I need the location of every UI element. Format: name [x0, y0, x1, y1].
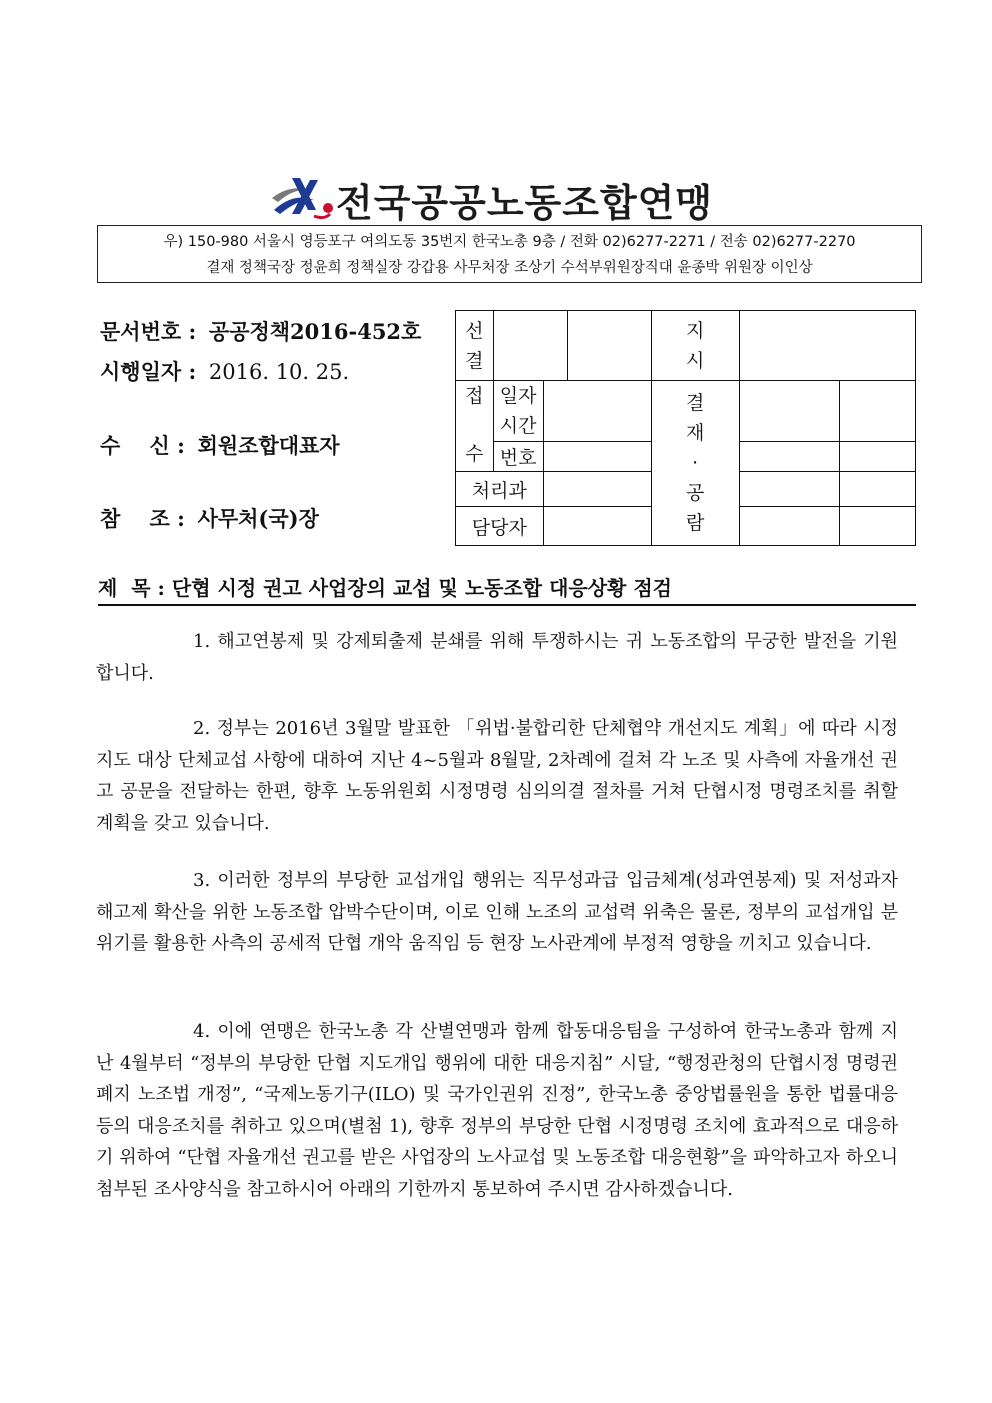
doc-number-label: 문서번호 : [100, 319, 197, 344]
recipient-label: 수 신 : [100, 433, 185, 458]
cell-blank [839, 472, 915, 507]
issue-date [100, 356, 349, 386]
cell-ilja-sigan: 일자 시간 [493, 381, 543, 442]
cell-seongyeol: 선 결 [456, 311, 494, 381]
cell-jeopsu: 접 수 [456, 381, 494, 472]
doc-number-value: 공공정책2016-452호 [208, 319, 422, 344]
cell-blank [543, 442, 651, 472]
cell-blank [839, 507, 915, 546]
subject-line [98, 572, 916, 606]
cell-gyeoljae-gongram: 결 재 · 공 람 [651, 381, 739, 546]
paragraph-3: 3. 이러한 정부의 부당한 교섭개입 행위는 직무성과급 입금체계(성과연봉제) 및 저성과자 해고제 확산을 위한 노동조합 압박수단이며, 이로 인해 노조의 교섭력 위축은 물론, 정부의 교섭개입 분위기를 활용한 사측의 공세적 단협 개악 움직임 등 현장 노사관계에 부정적 영향을 끼치고 있습니다. [96, 870, 898, 954]
cell-blank [839, 442, 915, 472]
paragraph-1: 1. 해고연봉제 및 강제퇴출제 분쇄를 위해 투쟁하시는 귀 노동조합의 무궁한 발전을 기원합니다. [96, 631, 898, 684]
cell-blank [739, 381, 839, 442]
union-emblem-icon [270, 170, 334, 226]
cell-blank [543, 507, 651, 546]
cell-blank [493, 311, 567, 381]
issue-date-value: 2016. 10. 25. [208, 360, 350, 384]
cell-blank [543, 472, 651, 507]
cell-blank [739, 507, 839, 546]
org-logo [270, 170, 740, 226]
paragraph-2: 2. 정부는 2016년 3월말 발표한 「위법·불합리한 단체협약 개선지도 계획」에 따라 시정지도 대상 단체교섭 사항에 대하여 지난 4~5월과 8월말, 2차례에 걸쳐 각 노조 및 사측에 자율개선 권고 공문을 전달하는 한편, 향후 노동위원회 시정명령 심의의결 절차를 거쳐 단협시정 명령조치를 취할 계획을 갖고 있습니다. [96, 718, 898, 834]
cell-blank [839, 381, 915, 442]
cell-cheorigwa: 처리과 [456, 472, 544, 507]
reference-value: 사무처(국)장 [197, 506, 319, 531]
subject-label: 제 목 : [98, 576, 165, 600]
cell-blank [739, 442, 839, 472]
cell-blank [567, 311, 651, 381]
address-box [97, 225, 922, 283]
cell-beonho: 번호 [493, 442, 543, 472]
issue-date-label: 시행일자 : [100, 359, 197, 384]
cell-jisi: 지 시 [651, 311, 739, 381]
cell-blank [543, 381, 651, 442]
address-line: 우) 150-980 서울시 영등포구 여의도동 35번지 한국노총 9층 / 전화 02)6277-2271 / 전송 02)6277-2270 [163, 234, 856, 250]
org-name: 전국공공노동조합연맹 [336, 181, 714, 225]
cell-blank [739, 472, 839, 507]
reference-label: 참 조 : [100, 506, 185, 531]
recipient [100, 430, 340, 460]
cell-blank [739, 311, 915, 381]
doc-number [100, 316, 421, 346]
approval-table [455, 310, 916, 546]
cell-damdangja: 담당자 [456, 507, 544, 546]
reference [100, 503, 319, 533]
approval-line: 결재 정책국장 정윤희 정책실장 강갑용 사무처장 조상기 수석부위원장직대 윤종박 위원장 이인상 [206, 260, 813, 276]
subject-text: 단협 시정 권고 사업장의 교섭 및 노동조합 대응상황 점검 [171, 576, 672, 600]
recipient-value: 회원조합대표자 [197, 433, 340, 458]
paragraph-4: 4. 이에 연맹은 한국노총 각 산별연맹과 함께 합동대응팀을 구성하여 한국노총과 함께 지난 4월부터 “정부의 부당한 단협 지도개입 행위에 대한 대응지침” 시달, “행정관청의 단협시정 명령권 폐지 노조법 개정”, “국제노동기구(ILO) 및 국가인권위 진정”, 한국노총 중앙법률원을 통한 법률대응 등의 대응조치를 취하고 있으며(별첨 1), 향후 정부의 부당한 단협 시정명령 조치에 효과적으로 대응하기 위하여 “단협 자율개선 권고를 받은 사업장의 노사교섭 및 노동조합 대응현황”을 파악하고자 하오니 첨부된 조사양식을 참고하시어 아래의 기한까지 통보하여 주시면 감사하겠습니다. [96, 1021, 898, 1200]
